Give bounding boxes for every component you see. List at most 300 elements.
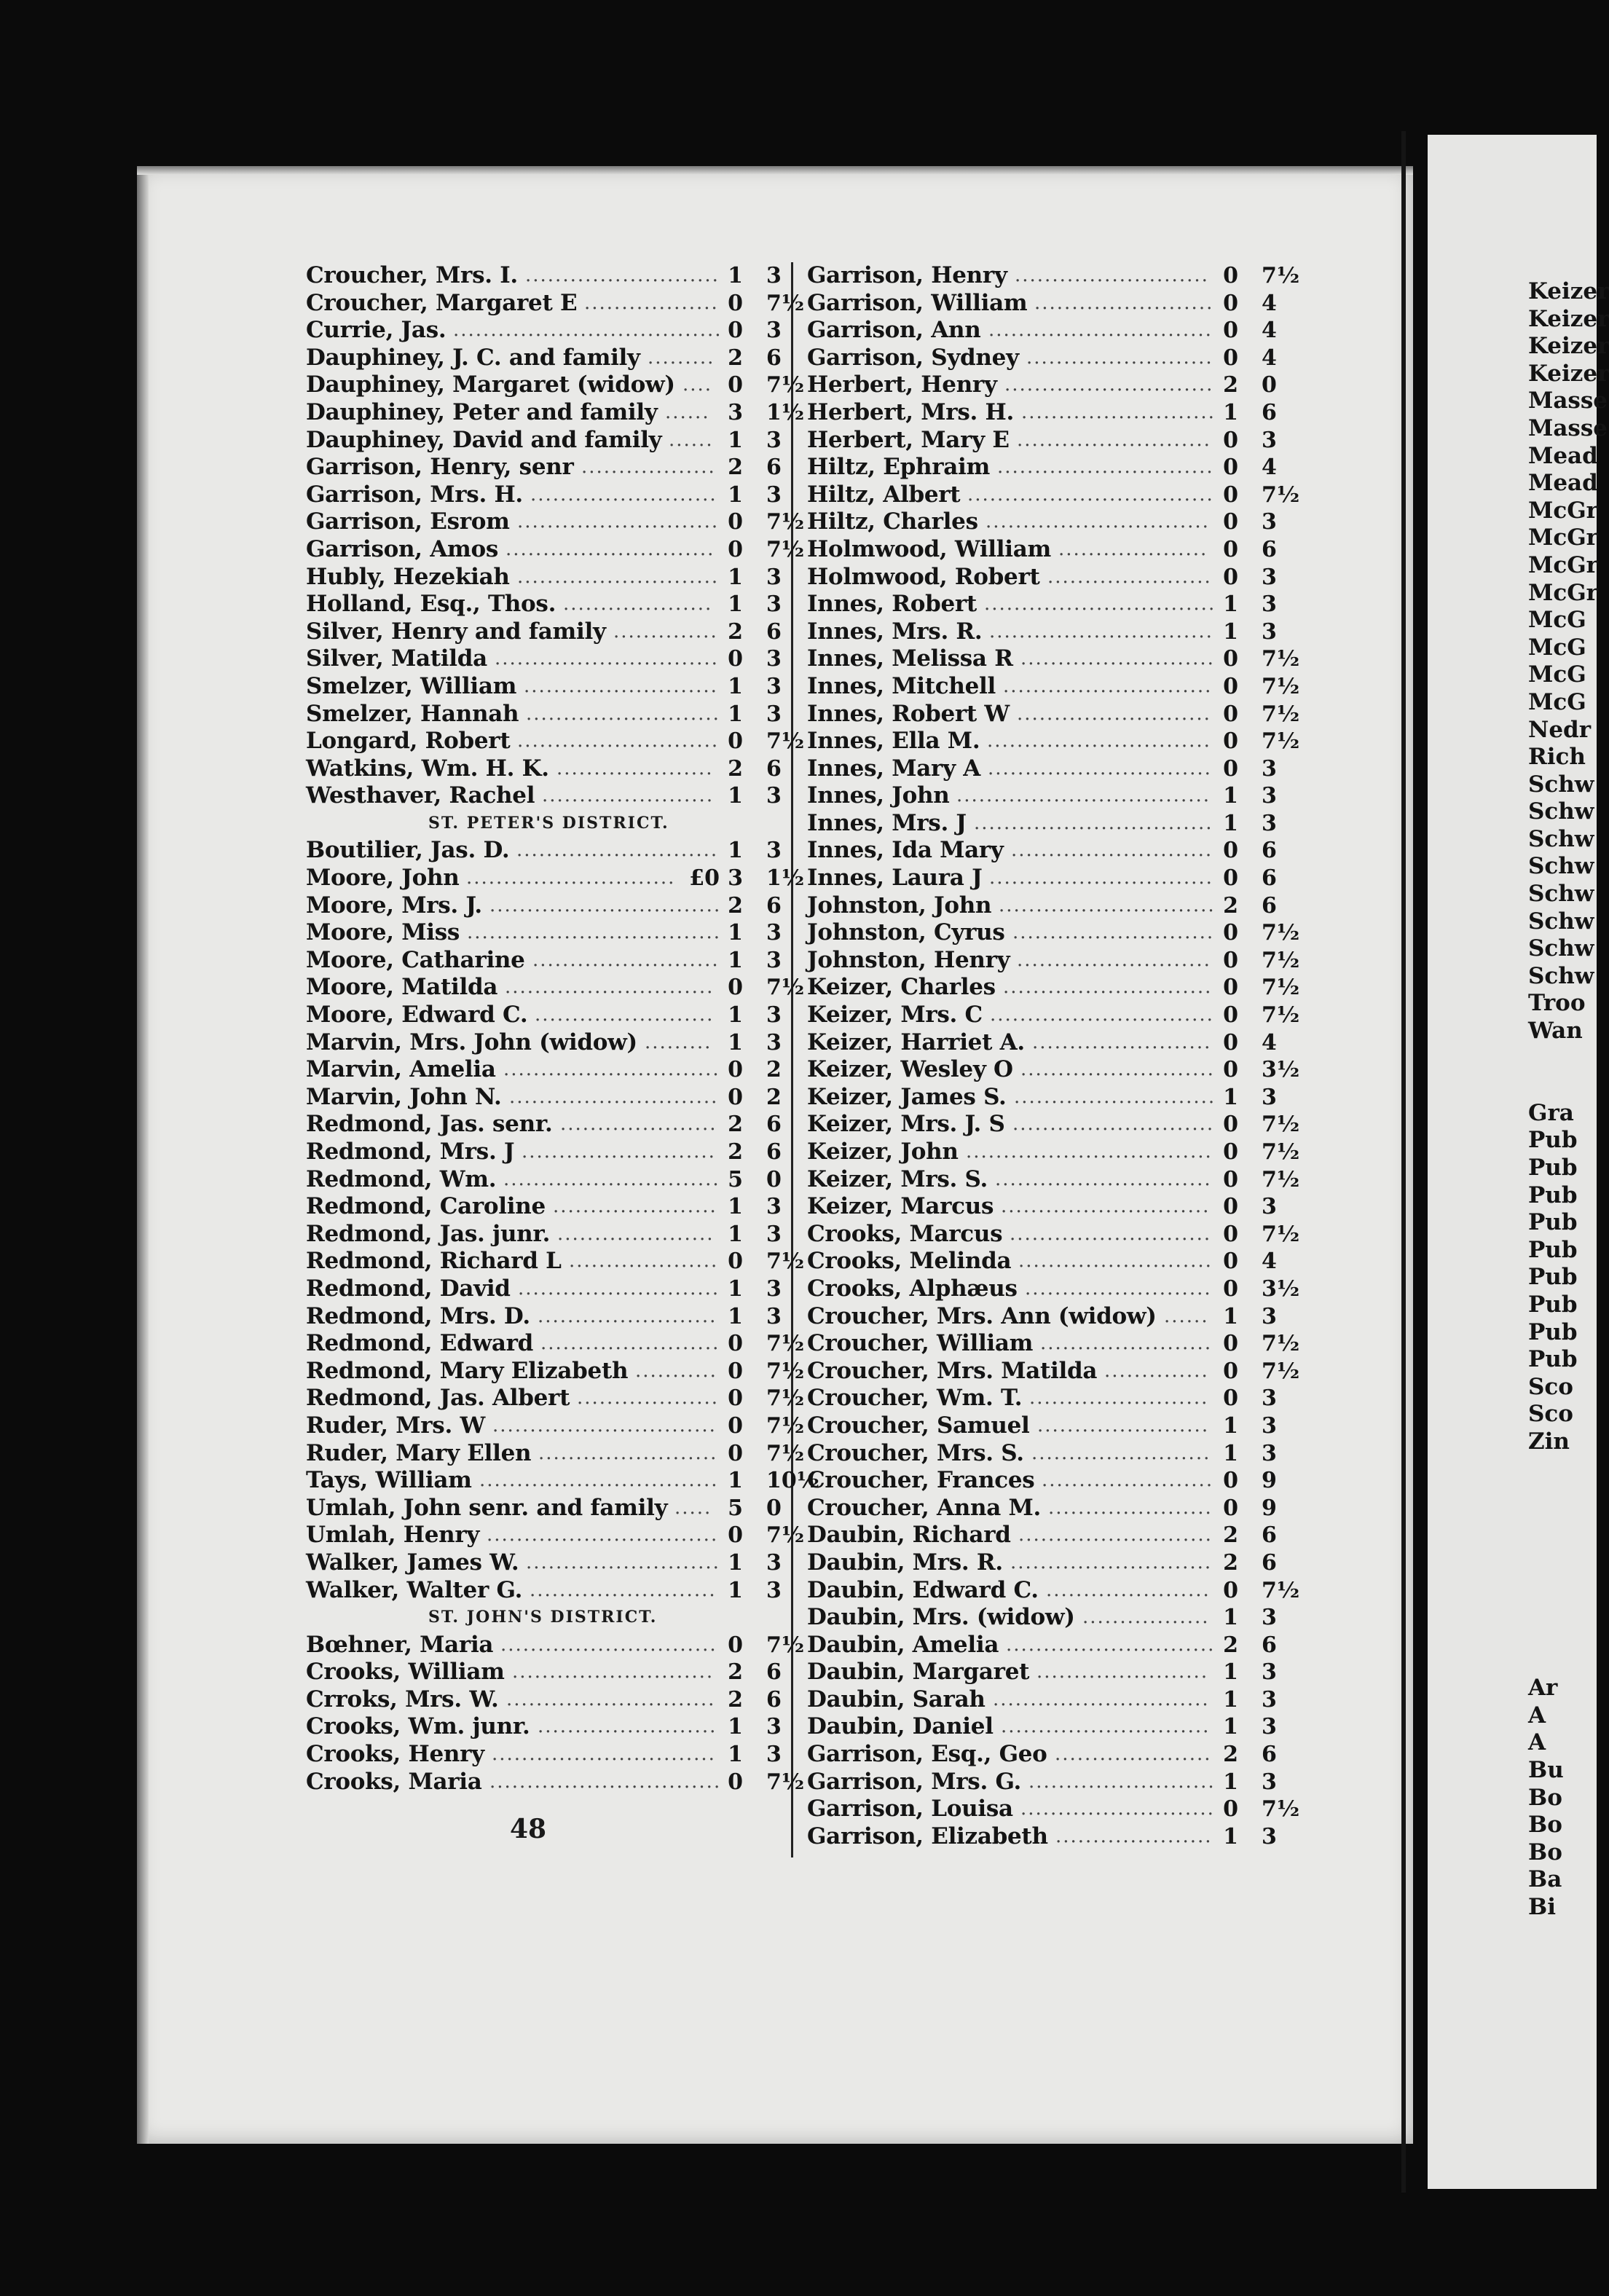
pence-amount: 7½ (1262, 947, 1300, 973)
shillings-amount: 0 (1223, 1385, 1238, 1412)
subscriber-name: Innes, Mary A (807, 755, 981, 782)
subscriber-name: Innes, Robert W (807, 700, 1010, 727)
subscriber-name: Redmond, Jas. junr. (306, 1220, 551, 1247)
leader-dots: .......................... (1017, 702, 1211, 725)
shillings-amount: 2 (728, 1139, 743, 1165)
leader-dots: ............................... (487, 1524, 719, 1546)
subscriber-name: Walker, Walter G. (306, 1576, 523, 1603)
shillings-amount: 0 (1223, 1057, 1238, 1083)
shillings-amount: 1 (1223, 783, 1238, 809)
pence-amount: 6 (766, 892, 782, 919)
shillings-amount: 5 (728, 1495, 743, 1521)
district-heading: ST. JOHN'S DISTRICT. (428, 1608, 658, 1627)
pence-amount: 7½ (766, 1331, 805, 1357)
subscriber-name: Keizer, Wesley O (807, 1056, 1013, 1083)
shillings-amount: 1 (728, 1577, 743, 1603)
shillings-amount: 1 (1223, 1084, 1238, 1110)
subscriber-name: Dauphiney, Peter and family (306, 398, 658, 425)
pence-amount: 3 (766, 920, 782, 946)
subscriber-name: Garrison, Sydney (807, 344, 1019, 371)
shillings-amount: 1 (728, 481, 743, 508)
subscriber-name: Innes, Laura J (807, 865, 983, 892)
shillings-amount: 0 (1223, 920, 1238, 946)
page-edge-left (137, 166, 149, 2144)
leader-dots: ........................ (538, 1442, 718, 1464)
pence-amount: 3 (1262, 509, 1277, 535)
pence-amount: 6 (766, 1139, 782, 1165)
shillings-amount: 1 (728, 838, 743, 864)
subscriber-name: Garrison, Esq., Geo (807, 1741, 1047, 1768)
shillings-amount: 1 (728, 564, 743, 590)
leader-dots: .............................. (492, 1743, 716, 1766)
subscriber-name: Redmond, Caroline (306, 1193, 546, 1220)
shillings-amount: 3 (728, 865, 743, 892)
facing-page-fragment: Ba (1528, 1866, 1562, 1893)
shillings-amount: 0 (1223, 1577, 1238, 1603)
shillings-amount: 2 (1223, 1549, 1238, 1576)
pence-amount: 4 (1262, 1249, 1277, 1275)
pence-amount: 6 (766, 345, 782, 371)
facing-page-fragment: McGr (1528, 579, 1598, 606)
subscriber-name: Croucher, Mrs. S. (807, 1439, 1024, 1466)
facing-page-text (1528, 278, 1609, 1922)
leader-dots: .................... (563, 593, 713, 616)
shillings-amount: 0 (1223, 1139, 1238, 1165)
shillings-amount: 1 (1223, 1303, 1238, 1329)
shillings-amount: 0 (1223, 263, 1238, 288)
pence-amount: 4 (1262, 1029, 1277, 1055)
subscriber-name: Redmond, Richard L (306, 1248, 562, 1275)
shillings-amount: 0 (728, 318, 743, 344)
shillings-amount: 1 (728, 427, 743, 453)
leader-dots: .............................. (989, 867, 1213, 889)
pence-amount: 2 (766, 1084, 782, 1110)
shillings-amount: 0 (1223, 536, 1238, 562)
shillings-amount: 0 (1223, 975, 1238, 1001)
leader-dots: ........................ (1032, 1031, 1212, 1053)
shillings-amount: 2 (728, 618, 743, 645)
leader-dots: .......................... (526, 702, 720, 725)
leader-dots: ..................... (1055, 1825, 1213, 1847)
pence-amount: 3 (1262, 1440, 1277, 1466)
subscriber-name: Westhaver, Rachel (306, 782, 535, 809)
leader-dots: .......................... (1017, 948, 1211, 971)
shillings-amount: 2 (728, 345, 743, 371)
subscriber-name: Hiltz, Albert (807, 481, 961, 508)
pence-amount: 6 (766, 755, 782, 782)
pence-amount: 6 (766, 1686, 782, 1713)
leader-dots: .......................... (1018, 1250, 1213, 1273)
facing-page-fragment: Pub (1528, 1155, 1578, 1181)
leader-dots: ....................... (1036, 1661, 1209, 1683)
leader-dots: ............................. (993, 1688, 1210, 1710)
shillings-amount: 1 (728, 783, 743, 809)
leader-dots: ............................... (489, 1770, 722, 1793)
leader-dots: ......... (648, 346, 715, 369)
pence-amount: 3 (1262, 755, 1277, 782)
facing-page-fragment (1528, 1620, 1597, 1648)
leader-dots: .......................... (522, 1141, 716, 1163)
subscriber-name: Marvin, Mrs. John (widow) (306, 1029, 637, 1055)
pence-amount: 3 (1262, 810, 1277, 836)
page-number: 48 (510, 1814, 547, 1844)
shillings-amount: 0 (1223, 318, 1238, 344)
subscriber-name: Moore, Miss (306, 919, 460, 946)
subscriber-name: Hiltz, Charles (807, 508, 978, 535)
shillings-amount: 0 (728, 1084, 743, 1110)
subscriber-name: Johnston, John (807, 892, 992, 919)
leader-dots: ............................. (995, 1168, 1212, 1190)
leader-dots: ........................ (540, 1332, 720, 1355)
shillings-amount: 1 (1223, 1412, 1238, 1439)
pence-amount: 7½ (1262, 975, 1300, 1001)
leader-dots: ........................ (1034, 291, 1214, 314)
pence-amount: 3 (766, 1275, 782, 1302)
subscriber-name: Moore, Mrs. J. (306, 892, 482, 919)
pence-amount: 3 (766, 427, 782, 453)
pence-amount: 3 (1262, 783, 1277, 809)
subscriber-name: Crooks, Marcus (807, 1220, 1003, 1247)
pence-amount: 9 (1262, 1468, 1277, 1494)
shillings-amount: 2 (728, 755, 743, 782)
facing-page-fragment (1528, 1648, 1597, 1675)
shillings-amount: 0 (728, 728, 743, 755)
shillings-amount: 5 (728, 1166, 743, 1192)
leader-dots: ..................... (1055, 1743, 1212, 1766)
shillings-amount: 0 (1223, 1495, 1238, 1521)
facing-page-fragment: Schw (1528, 825, 1594, 852)
leader-dots: ................................. (966, 1141, 1213, 1163)
shillings-amount: 0 (728, 1331, 743, 1357)
shillings-amount: 1 (728, 1549, 743, 1576)
subscriber-name: Umlah, Henry (306, 1522, 480, 1549)
subscriber-name: Keizer, Mrs. J. S (807, 1111, 1005, 1138)
subscriber-name: Innes, Mitchell (807, 672, 996, 699)
facing-page-fragment (1528, 1483, 1597, 1511)
pence-amount: 3 (1262, 1714, 1277, 1740)
subscriber-name: Dauphiney, Margaret (widow) (306, 371, 675, 398)
subscriber-name: Crooks, Melinda (807, 1248, 1012, 1275)
shillings-amount: 2 (1223, 1522, 1238, 1549)
shillings-amount: 0 (728, 1385, 743, 1412)
shillings-amount: 0 (1223, 1249, 1238, 1275)
shillings-amount: 0 (728, 646, 743, 672)
leader-dots: ......................... (530, 1578, 717, 1601)
facing-page-fragment (1528, 1456, 1597, 1484)
shillings-amount: 0 (1223, 865, 1238, 892)
pence-amount: 6 (1262, 399, 1277, 425)
shillings-amount: 1 (1223, 1659, 1238, 1686)
leader-dots: ............................ (1006, 1633, 1216, 1656)
facing-page-fragment: Bu (1528, 1757, 1564, 1784)
shillings-amount: 0 (728, 1249, 743, 1275)
pence-amount: 7½ (1262, 1139, 1300, 1165)
subscriber-name: Keizer, Charles (807, 974, 996, 1001)
pence-amount: 6 (1262, 865, 1277, 892)
subscriber-name: Daubin, Mrs. R. (807, 1549, 1003, 1576)
subscriber-name: Watkins, Wm. H. K. (306, 755, 549, 782)
pence-amount: 1½ (766, 399, 805, 425)
leader-dots: ..................... (560, 1113, 717, 1136)
facing-page-fragment: McG (1528, 688, 1586, 715)
shillings-amount: 0 (728, 1769, 743, 1795)
leader-dots: .................. (581, 456, 716, 479)
pence-amount: 3 (1262, 1605, 1277, 1631)
pence-amount: 3 (766, 1742, 782, 1768)
subscriber-name: Croucher, William (807, 1330, 1034, 1357)
subscriber-name: Marvin, Amelia (306, 1056, 496, 1083)
district-heading: ST. PETER'S DISTRICT. (428, 813, 669, 833)
leader-dots: ........................ (538, 1305, 717, 1327)
pence-amount: 7½ (1262, 673, 1300, 699)
leader-dots: .......................... (1020, 1058, 1215, 1081)
subscriber-name: Garrison, Mrs. G. (807, 1768, 1022, 1795)
shillings-amount: 1 (728, 920, 743, 946)
subscriber-name: Keizer, John (807, 1139, 959, 1165)
subscriber-name: Bœhner, Maria (306, 1631, 494, 1658)
facing-page-fragment: Schw (1528, 798, 1594, 825)
facing-page-fragment: Nedr (1528, 716, 1592, 743)
shillings-amount: 2 (1223, 1632, 1238, 1658)
pence-amount: 3 (766, 947, 782, 973)
pence-amount: 3 (1262, 1823, 1277, 1849)
shillings-amount: 0 (728, 1440, 743, 1466)
subscriber-name: Dauphiney, David and family (306, 426, 662, 453)
leader-dots: ........................... (1014, 1085, 1216, 1108)
leader-dots: ........................... (517, 511, 720, 533)
facing-page-fragment (1528, 1072, 1597, 1100)
leader-dots: ...................... (1046, 1578, 1211, 1601)
leader-dots: ........................... (1012, 921, 1215, 944)
subscriber-name: Hiltz, Ephraim (807, 454, 990, 481)
pence-amount: 3 (1262, 618, 1277, 645)
subscriber-name: Currie, Jas. (306, 317, 446, 344)
leader-dots: .................................. (956, 785, 1211, 807)
subscriber-name: Garrison, William (807, 289, 1028, 316)
pence-amount: 9 (1262, 1495, 1277, 1521)
leader-dots: ................................. (967, 483, 1214, 506)
pence-amount: 6 (766, 618, 782, 645)
pence-amount: 6 (766, 455, 782, 481)
subscriber-name: Herbert, Henry (807, 371, 997, 398)
shillings-amount: 0 (728, 372, 743, 398)
facing-page-fragment: Schw (1528, 853, 1594, 880)
pence-amount: 2 (766, 1057, 782, 1083)
leader-dots: ........................ (1031, 1442, 1211, 1464)
subscriber-name: Johnston, Cyrus (807, 919, 1005, 946)
pence-amount: 3 (1262, 564, 1277, 590)
leader-dots: .................................... (453, 319, 723, 342)
facing-page-fragment: Masse (1528, 414, 1608, 441)
subscriber-name: Crooks, Maria (306, 1768, 482, 1795)
pence-amount: 3 (766, 1194, 782, 1220)
shillings-amount: 1 (728, 673, 743, 699)
subscriber-name: Boutilier, Jas. D. (306, 837, 510, 864)
pence-amount: 7½ (1262, 263, 1300, 288)
subscriber-name: Redmond, Wm. (306, 1165, 497, 1192)
subscriber-name: Crooks, Alphæus (807, 1275, 1018, 1302)
pence-amount: 3 (1262, 1412, 1277, 1439)
subscriber-name: Innes, Robert (807, 591, 977, 618)
facing-page-fragment: Gra (1528, 1099, 1574, 1126)
leader-dots: ......................... (1028, 1770, 1216, 1793)
pence-amount: 1½ (766, 865, 805, 892)
subscriber-name: Smelzer, Hannah (306, 700, 519, 727)
pence-amount: 6 (766, 1112, 782, 1138)
subscriber-name: Moore, Matilda (306, 974, 498, 1001)
pence-amount: 7½ (766, 1358, 805, 1384)
subscriber-name: Garrison, Mrs. H. (306, 481, 523, 508)
subscriber-name: Moore, Edward C. (306, 1002, 528, 1029)
pence-amount: 4 (1262, 290, 1277, 316)
shillings-amount: 0 (1223, 290, 1238, 316)
pence-amount: 7½ (766, 728, 805, 755)
shillings-amount: 0 (728, 1412, 743, 1439)
pence-amount: 7½ (766, 1385, 805, 1412)
subscriber-name: Holmwood, William (807, 535, 1052, 562)
subscriber-name: Daubin, Sarah (807, 1686, 986, 1713)
leader-dots: ......... (645, 1031, 712, 1053)
leader-dots: ........................... (1010, 1222, 1212, 1245)
shillings-amount: 1 (728, 1714, 743, 1740)
shillings-amount: 1 (1223, 1769, 1238, 1795)
subscriber-name: Innes, Ella M. (807, 728, 980, 755)
subscriber-name: Garrison, Ann (807, 317, 981, 344)
pence-amount: 7½ (1262, 1358, 1300, 1384)
subscriber-name: Croucher, Frances (807, 1467, 1035, 1494)
shillings-amount: 0 (728, 1057, 743, 1083)
leader-dots: ........................... (518, 1277, 720, 1300)
pence-amount: 7½ (1262, 646, 1300, 672)
pence-amount: 3 (1262, 1686, 1277, 1713)
pence-amount: 7½ (1262, 1002, 1300, 1029)
subscriber-name: Holland, Esq., Thos. (306, 591, 556, 618)
shillings-amount: 1 (1223, 810, 1238, 836)
pence-amount: 7½ (766, 1440, 805, 1466)
shillings-amount: 0 (1223, 646, 1238, 672)
pence-amount: 7½ (1262, 1577, 1300, 1603)
leader-dots: ........................ (535, 1004, 715, 1026)
pence-amount: 3 (1262, 1084, 1277, 1110)
shillings-amount: 1 (1223, 618, 1238, 645)
pence-amount: 3 (766, 1714, 782, 1740)
facing-page-fragment (1528, 1593, 1597, 1621)
shillings-amount: 1 (728, 701, 743, 727)
leader-dots: ................................ (479, 1469, 719, 1492)
facing-page-fragment: Pub (1528, 1236, 1578, 1263)
leader-dots: ........................... (1012, 1113, 1215, 1136)
shillings-amount: 0 (1223, 838, 1238, 864)
facing-page-fragment: Sco (1528, 1401, 1573, 1428)
leader-dots: ................. (1082, 1606, 1210, 1629)
shillings-amount: 2 (1223, 1742, 1238, 1768)
facing-page-fragment: Zin (1528, 1428, 1570, 1455)
subscriber-name: Garrison, Henry (807, 262, 1007, 288)
facing-page-fragment: Schw (1528, 881, 1594, 908)
shillings-amount: 0 (1223, 701, 1238, 727)
pence-amount: 3 (1262, 1659, 1277, 1686)
subscriber-name: Walker, James W. (306, 1549, 519, 1576)
pence-amount: 3 (766, 481, 782, 508)
shillings-amount: 0 (1223, 1166, 1238, 1192)
pence-amount: 3 (766, 1221, 782, 1247)
pence-amount: 3 (766, 1029, 782, 1055)
facing-page-fragment: Mead (1528, 470, 1598, 497)
shillings-amount: 0 (1223, 1796, 1238, 1823)
subscriber-name: Herbert, Mrs. H. (807, 398, 1014, 425)
shillings-amount: 1 (728, 947, 743, 973)
leader-dots: ............................. (999, 894, 1216, 916)
pence-amount: 7½ (766, 536, 805, 562)
subscriber-name: Silver, Henry and family (306, 618, 606, 645)
leader-dots: ........... (635, 1359, 717, 1382)
subscriber-name: Redmond, Mary Elizabeth (306, 1357, 629, 1384)
facing-page-fragment: Wan (1528, 1018, 1583, 1045)
leader-dots: ............................. (503, 1168, 720, 1190)
leader-dots: ............................ (1001, 1715, 1211, 1738)
pence-amount: 7½ (766, 1522, 805, 1549)
shillings-amount: 1 (728, 1468, 743, 1494)
shillings-amount: 1 (728, 263, 743, 288)
leader-dots: ............................... (489, 894, 722, 916)
shillings-amount: 0 (1223, 1331, 1238, 1357)
subscriber-name: Keizer, Harriet A. (807, 1029, 1025, 1055)
facing-page-fragment: Pub (1528, 1318, 1578, 1345)
subscriber-name: Hubly, Hezekiah (306, 563, 510, 590)
pence-amount: 3 (766, 646, 782, 672)
leader-dots: ........................... (512, 1661, 715, 1683)
facing-page-fragment: Rich (1528, 744, 1586, 771)
leader-dots: ...................... (1047, 565, 1212, 588)
pence-amount: 3 (766, 838, 782, 864)
leader-dots: ........................... (516, 839, 719, 862)
leader-dots: ............................ (466, 867, 676, 889)
pence-amount: 7½ (1262, 1166, 1300, 1192)
shillings-amount: 2 (728, 455, 743, 481)
pence-amount: 7½ (1262, 1112, 1300, 1138)
facing-page-fragment: Pub (1528, 1264, 1578, 1291)
leader-dots: ............................ (1001, 1195, 1211, 1218)
subscriber-name: Croucher, Wm. T. (807, 1385, 1023, 1412)
pence-amount: 10½ (766, 1468, 820, 1494)
pence-amount: 6 (1262, 1742, 1277, 1768)
pence-amount: 3 (766, 263, 782, 288)
facing-page-fragment: Bo (1528, 1839, 1562, 1866)
subscriber-name: Crooks, William (306, 1659, 505, 1686)
pence-amount: 7½ (1262, 1331, 1300, 1357)
leader-dots: ........................ (1029, 1387, 1209, 1410)
leader-dots: ............................ (1003, 976, 1213, 999)
pence-amount: 7½ (1262, 1796, 1300, 1823)
pence-amount: 3 (1262, 1769, 1277, 1795)
subscriber-name: Ruder, Mary Ellen (306, 1439, 532, 1466)
pence-amount: 4 (1262, 455, 1277, 481)
leader-dots: ................................ (974, 811, 1213, 834)
shillings-amount: 0 (1223, 345, 1238, 371)
pence-amount: 3 (1262, 427, 1277, 453)
subscriber-name: Marvin, John N. (306, 1083, 502, 1110)
subscriber-name: Croucher, Mrs. I. (306, 262, 518, 288)
leader-dots: .............. (1104, 1359, 1209, 1382)
subscriber-name: Longard, Robert (306, 728, 511, 755)
pence-amount: 7½ (766, 1249, 805, 1275)
subscriber-name: Croucher, Margaret E (306, 289, 578, 316)
shillings-amount: 1 (1223, 399, 1238, 425)
leader-dots: ....................... (1040, 1332, 1213, 1355)
pence-amount: 3½ (1262, 1275, 1300, 1302)
pence-amount: 6 (1262, 1522, 1277, 1549)
subscriber-name: Daubin, Amelia (807, 1631, 999, 1658)
